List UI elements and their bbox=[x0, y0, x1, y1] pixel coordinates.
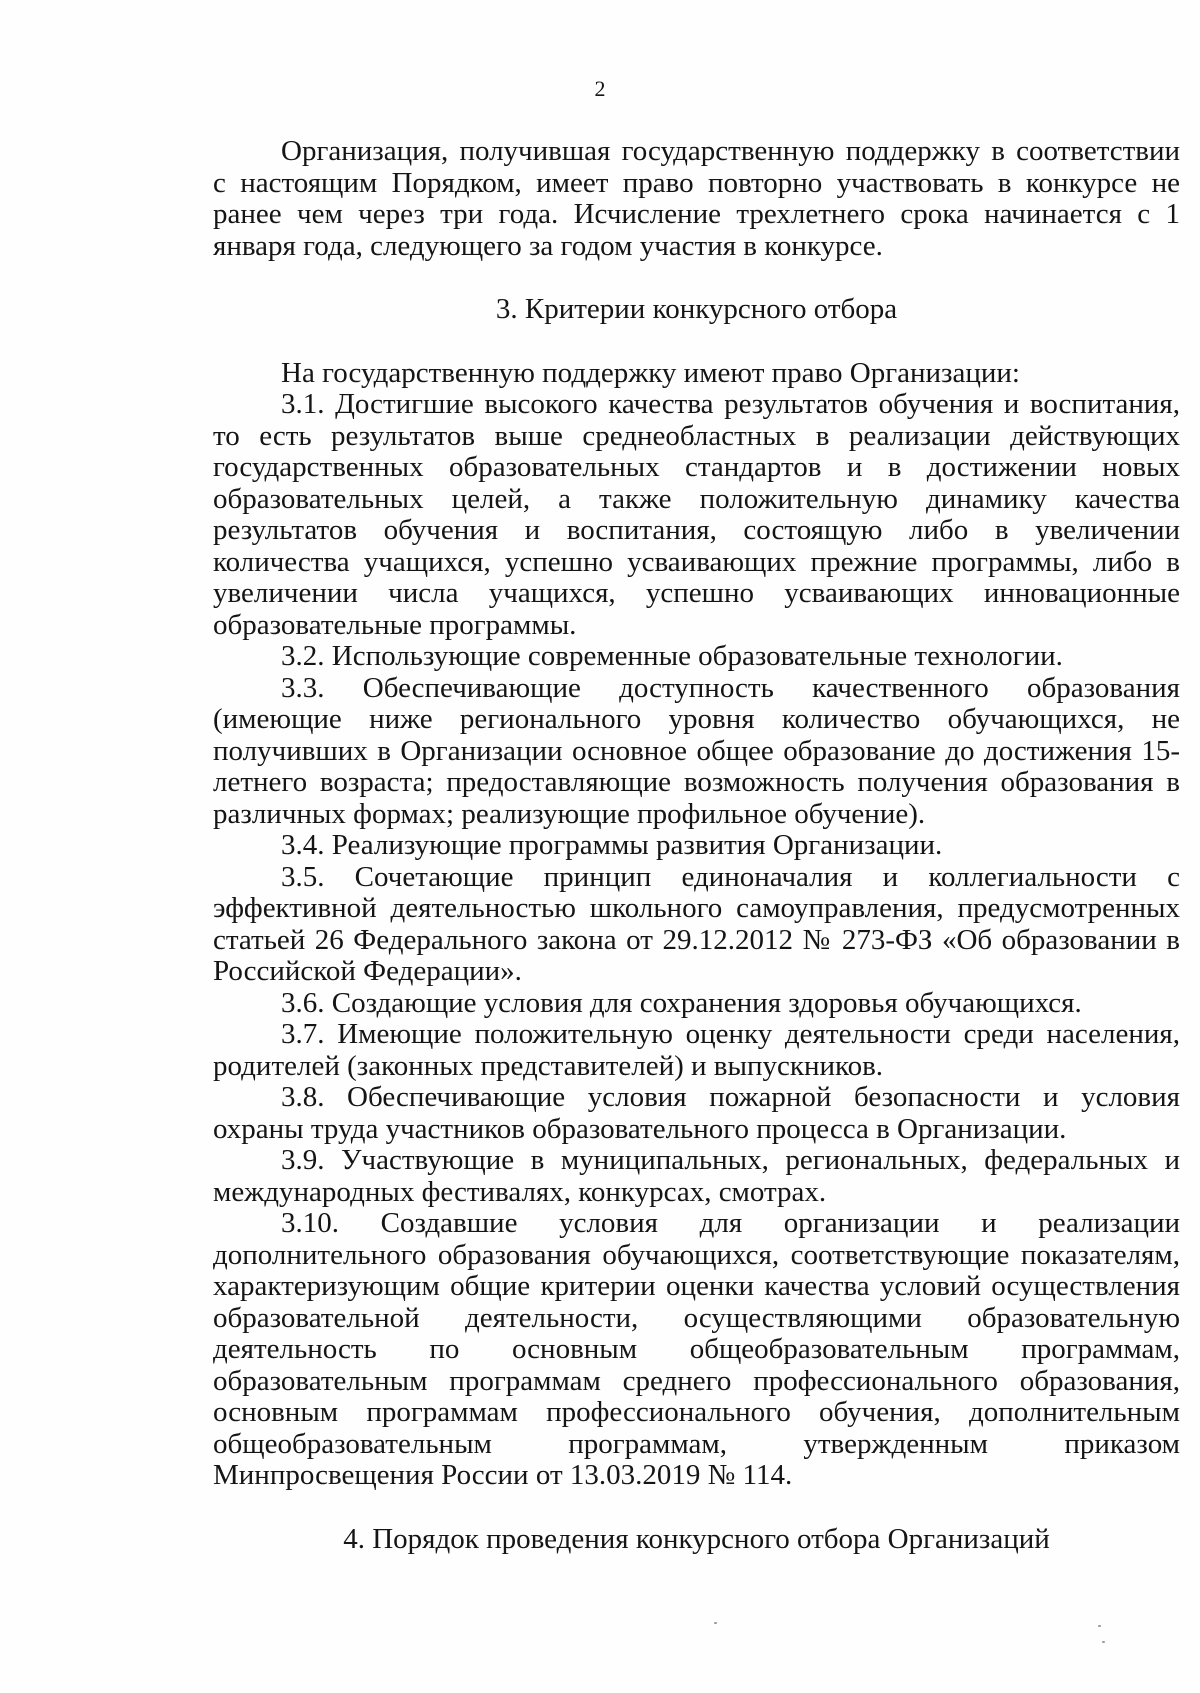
scan-speck bbox=[714, 1622, 717, 1624]
intro-paragraph: Организация, получившая государственную поддержку в соответствии с настоящим Порядком, имеет право повторно участвовать в конкурсе не ранее чем через три года. Исчисление трехлетнего срока начинается с 1 января года, следующего за годом участия в конкурсе. bbox=[213, 135, 1180, 262]
criterion-3-5: 3.5. Сочетающие принцип единоначалия и коллегиальности с эффективной деятельностью школьного самоуправления, предусмотренных статьей 26 Федерального закона от 29.12.2012 № 273-ФЗ «Об образовании в Российской Федерации». bbox=[213, 860, 1180, 987]
criterion-3-9: 3.9. Участвующие в муниципальных, региональных, федеральных и международных фестивалях, конкурсах, смотрах. bbox=[213, 1144, 1180, 1208]
criterion-3-4: 3.4. Реализующие программы развития Организации. bbox=[281, 829, 943, 861]
document-body bbox=[213, 136, 1180, 1555]
criterion-3-1: 3.1. Достигшие высокого качества результатов обучения и воспитания, то есть результатов выше среднеобластных в реализации действующих государственных образовательных стандартов и в достижении новых образовательных целей, а также положительную динамику качества результатов обучения и воспитания, состоящую либо в увеличении количества учащихся, успешно усваивающих прежние программы, либо в увеличении числа учащихся, успешно усваивающих инновационные образовательные программы. bbox=[213, 388, 1180, 641]
scan-speck bbox=[1102, 1641, 1105, 1643]
criterion-3-7: 3.7. Имеющие положительную оценку деятельности среди населения, родителей (законных представителей) и выпускников. bbox=[213, 1018, 1180, 1082]
page-number: 2 bbox=[594, 76, 606, 101]
criterion-3-2: 3.2. Использующие современные образовательные технологии. bbox=[281, 640, 1063, 672]
criterion-3-6: 3.6. Создающие условия для сохранения здоровья обучающихся. bbox=[281, 986, 1082, 1019]
section-4-heading: 4. Порядок проведения конкурсного отбора Организаций bbox=[343, 1522, 1050, 1555]
scan-speck bbox=[1098, 1625, 1101, 1627]
criterion-3-3: 3.3. Обеспечивающие доступность качественного образования (имеющие ниже регионального уровня количество обучающихся, не получивших в Организации основное общее образование до достижения 15-летнего возраста; предоставляющие возможность получения образования в различных формах; реализующие профильное обучение). bbox=[213, 671, 1180, 830]
section-3-heading: 3. Критерии конкурсного отбора bbox=[495, 293, 898, 325]
criterion-3-8: 3.8. Обеспечивающие условия пожарной безопасности и условия охраны труда участников образовательного процесса в Организации. bbox=[213, 1081, 1180, 1145]
section-3-lead: На государственную поддержку имеют право Организации: bbox=[281, 356, 1020, 389]
criterion-3-10: 3.10. Создавшие условия для организации и реализации дополнительного образования обучающихся, соответствующие показателям, характеризующим общие критерии оценки качества условий осуществления образовательной деятельности, осуществляющими образовательную деятельность по основным общеобразовательным программам, образовательным программам среднего профессионального образования, основным программам профессионального обучения, дополнительным общеобразовательным программам, утвержденным приказом Минпросвещения России от 13.03.2019 № 114. bbox=[213, 1207, 1180, 1491]
